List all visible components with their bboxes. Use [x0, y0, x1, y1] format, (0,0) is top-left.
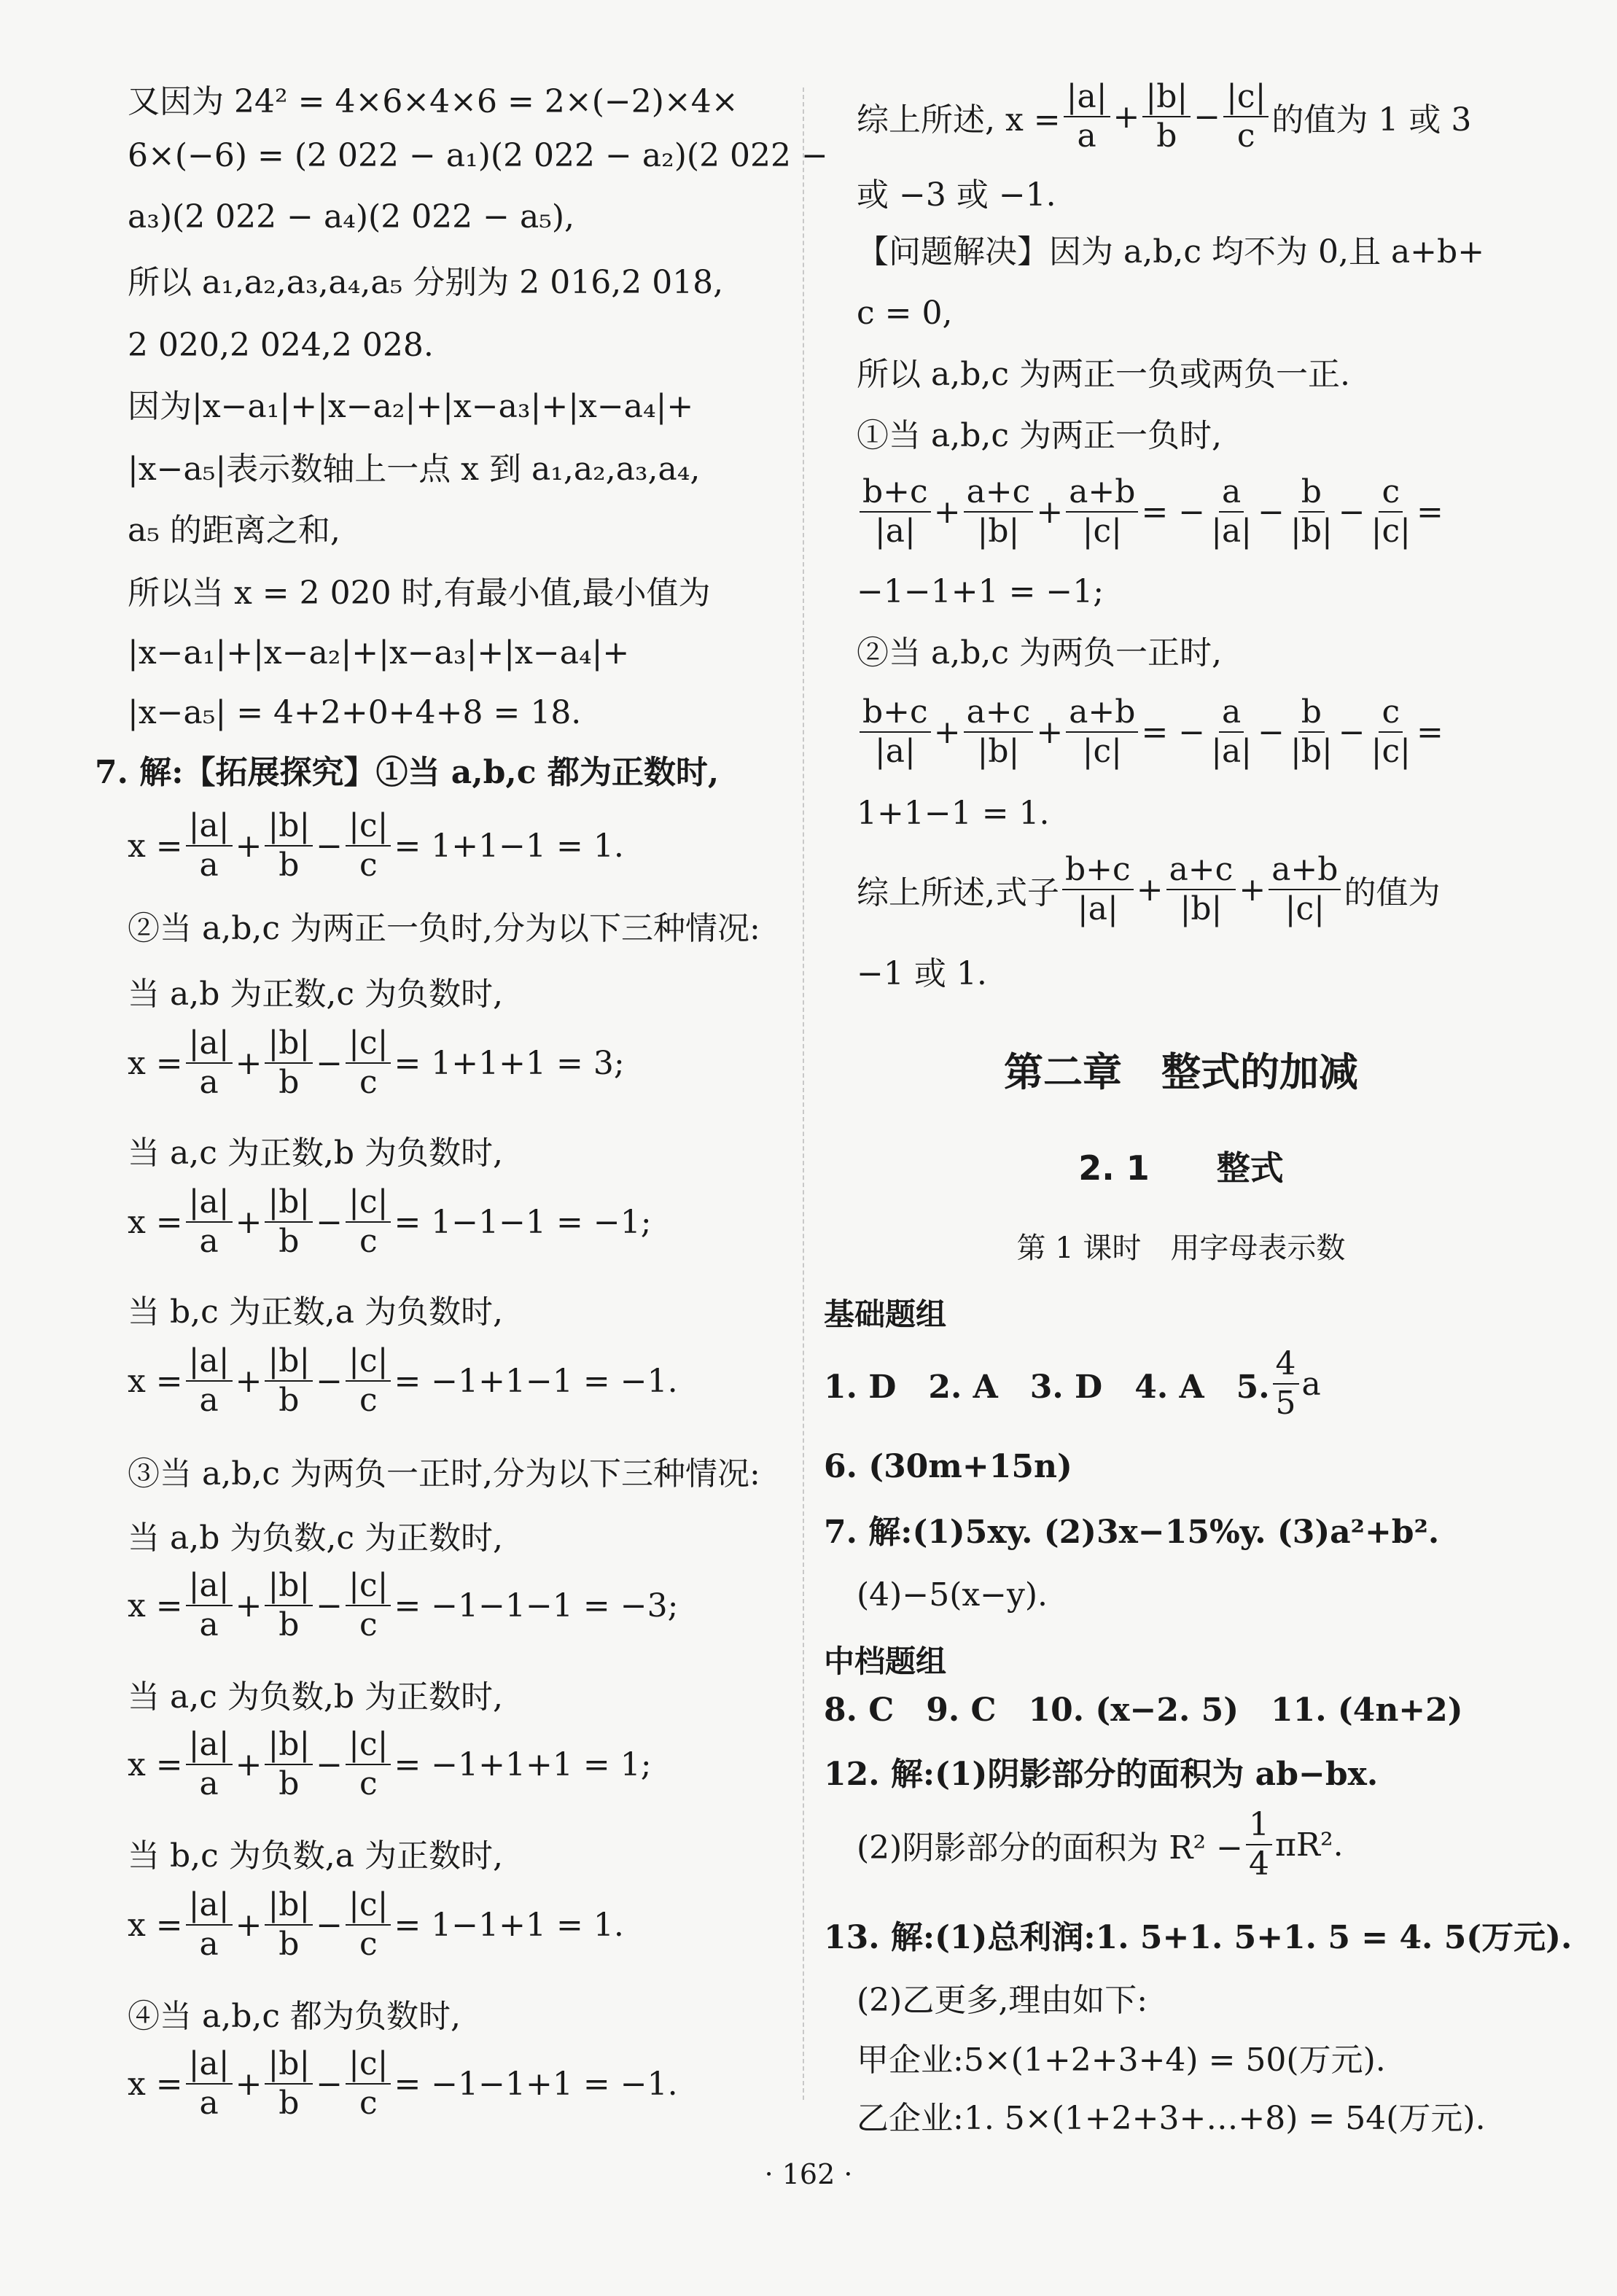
- formula: [128, 802, 624, 890]
- answer-line: 12. 解:(1)阴影部分的面积为 ab−bx.: [824, 1756, 1379, 1793]
- denominator: |b|: [1290, 733, 1333, 770]
- fraction: [346, 1886, 391, 1964]
- operator: =: [1416, 713, 1443, 751]
- fraction: [346, 1342, 391, 1420]
- operator: +: [235, 1203, 262, 1241]
- fraction: [964, 693, 1034, 771]
- chapter-title: 第二章 整式的加减: [1004, 1049, 1358, 1095]
- operator: +: [1036, 713, 1064, 751]
- text-line: |x−a₅|表示数轴上一点 x 到 a₁,a₂,a₃,a₄,: [128, 451, 701, 488]
- formula-lhs: x =: [128, 1587, 183, 1624]
- numerator: |b|: [265, 1024, 313, 1064]
- operator: +: [933, 493, 961, 531]
- operator: −: [1338, 713, 1365, 751]
- fraction: [1368, 473, 1414, 550]
- case-heading: ①当 a,b,c 为两正一负时,: [857, 417, 1222, 454]
- text-line: 所以 a₁,a₂,a₃,a₄,a₅ 分别为 2 016,2 018,: [128, 264, 724, 301]
- operator: −: [1338, 493, 1365, 531]
- denominator: a: [199, 1223, 219, 1260]
- numerator: b+c: [860, 473, 931, 513]
- numerator: a+c: [1166, 851, 1236, 890]
- operator: +: [235, 1906, 262, 1944]
- fraction: [1064, 78, 1110, 155]
- numerator: |c|: [346, 807, 391, 847]
- numerator: |a|: [186, 1886, 233, 1926]
- section-title: 2. 1 整式: [1078, 1148, 1284, 1188]
- numerator: |c|: [346, 1567, 391, 1606]
- page-number: · 162 ·: [764, 2158, 853, 2190]
- operator: +: [235, 827, 262, 865]
- fraction: [1287, 693, 1336, 771]
- denominator: b: [278, 1064, 300, 1101]
- denominator: b: [278, 847, 300, 884]
- operator: +: [235, 2065, 262, 2103]
- formula: [857, 688, 1443, 776]
- operator: −: [316, 2065, 343, 2103]
- formula-lhs: x =: [128, 1203, 183, 1241]
- formula-result: = 1−1+1 = 1.: [394, 1906, 624, 1944]
- denominator: c: [359, 1765, 378, 1802]
- formula-lhs: x =: [128, 2065, 183, 2103]
- answer-line: 7. 解:(1)5xy. (2)3x−15%y. (3)a²+b².: [824, 1514, 1440, 1551]
- operator: +: [1036, 493, 1064, 531]
- group-heading: 基础题组: [824, 1296, 947, 1332]
- case-line: 当 b,c 为负数,a 为正数时,: [128, 1837, 503, 1875]
- formula-result: = 1+1−1 = 1.: [394, 827, 624, 865]
- fraction: [346, 1567, 391, 1644]
- formula-lhs: x =: [128, 1362, 183, 1400]
- numerator: 4: [1273, 1345, 1299, 1385]
- fraction: [860, 473, 931, 550]
- numerator: |a|: [1064, 78, 1110, 117]
- fraction: [964, 473, 1034, 550]
- formula: [128, 1721, 652, 1808]
- formula-lhs: x =: [128, 1044, 183, 1082]
- operator: +: [933, 713, 961, 751]
- numerator: |a|: [186, 1183, 233, 1223]
- numerator: b+c: [1062, 851, 1134, 890]
- denominator: c: [359, 1223, 378, 1260]
- numerator: |b|: [265, 1886, 313, 1926]
- answer-formula: [857, 1801, 1344, 1888]
- fraction: [346, 1024, 391, 1102]
- numerator: |c|: [346, 1342, 391, 1382]
- summary-prefix: 综上所述,式子: [857, 874, 1059, 911]
- denominator: c: [359, 1064, 378, 1101]
- numerator: c: [1379, 693, 1403, 733]
- fraction: [1208, 693, 1255, 771]
- denominator: a: [199, 1382, 219, 1419]
- numerator: a+b: [1066, 473, 1138, 513]
- formula-result: = −1−1+1 = −1.: [394, 2065, 678, 2103]
- formula-result: = 1+1+1 = 3;: [394, 1044, 625, 1082]
- formula-result: = −1+1+1 = 1;: [394, 1746, 652, 1783]
- numerator: |b|: [265, 1567, 313, 1606]
- answer-line: (2)乙更多,理由如下:: [857, 1982, 1148, 2019]
- text-line: 所以当 x = 2 020 时,有最小值,最小值为: [128, 575, 711, 612]
- case-line: 当 a,c 为负数,b 为正数时,: [128, 1678, 503, 1716]
- fraction: [1066, 693, 1138, 771]
- denominator: |c|: [1371, 733, 1411, 770]
- numerator: b+c: [860, 693, 931, 733]
- fraction: [1223, 78, 1269, 155]
- fraction: [1246, 1806, 1272, 1883]
- denominator: |a|: [874, 733, 916, 770]
- denominator: c: [359, 1382, 378, 1419]
- answer-line: [824, 1340, 1321, 1428]
- denominator: a: [1077, 117, 1096, 155]
- text-line: |x−a₁|+|x−a₂|+|x−a₃|+|x−a₄|+: [128, 634, 630, 672]
- denominator: b: [278, 1606, 300, 1643]
- formula-lhs: x =: [128, 1746, 183, 1783]
- numerator: b: [1298, 473, 1325, 513]
- numerator: |b|: [265, 807, 313, 847]
- fraction: [186, 1342, 233, 1420]
- operator: +: [235, 1044, 262, 1082]
- denominator: |b|: [1180, 890, 1223, 927]
- formula: [128, 1178, 652, 1266]
- operator: =: [1416, 493, 1443, 531]
- fraction: [186, 1024, 233, 1102]
- answer-variable: a: [1301, 1365, 1321, 1403]
- case-line: 当 b,c 为正数,a 为负数时,: [128, 1293, 503, 1331]
- denominator: b: [1156, 117, 1177, 155]
- denominator: b: [278, 2085, 300, 2122]
- numerator: |b|: [265, 1726, 313, 1765]
- fraction: [1208, 473, 1255, 550]
- summary-formula: [857, 846, 1440, 933]
- formula: [128, 1562, 678, 1649]
- numerator: |c|: [346, 1024, 391, 1064]
- operator: +: [235, 1746, 262, 1783]
- denominator: c: [359, 1926, 378, 1963]
- fraction: [1287, 473, 1336, 550]
- text-line: a₃)(2 022 − a₄)(2 022 − a₅),: [128, 198, 575, 236]
- numerator: |a|: [186, 807, 233, 847]
- denominator: c: [1236, 117, 1255, 155]
- column-divider: [803, 87, 804, 2100]
- fraction: [265, 1567, 313, 1644]
- denominator: |c|: [1082, 733, 1122, 770]
- operator: −: [316, 1746, 343, 1783]
- denominator: a: [199, 1926, 219, 1963]
- operator: −: [316, 1203, 343, 1241]
- fraction: [1166, 851, 1236, 928]
- fraction: [1062, 851, 1134, 928]
- numerator: 1: [1246, 1806, 1272, 1845]
- formula-result: = 1−1−1 = −1;: [394, 1203, 652, 1241]
- case-line: 当 a,b 为正数,c 为负数时,: [128, 976, 503, 1013]
- formula-result: 1+1−1 = 1.: [857, 795, 1050, 832]
- operator: −: [316, 1362, 343, 1400]
- group-heading: 中档题组: [824, 1643, 947, 1679]
- denominator: b: [278, 1382, 300, 1419]
- text-line: 或 −3 或 −1.: [857, 176, 1056, 214]
- numerator: |a|: [186, 1342, 233, 1382]
- formula-result: −1−1+1 = −1;: [857, 573, 1104, 610]
- operator: −: [1193, 98, 1221, 136]
- denominator: b: [278, 1926, 300, 1963]
- case-heading: ③当 a,b,c 为两负一正时,分为以下三种情况:: [128, 1455, 760, 1493]
- formula-result: = −1+1−1 = −1.: [394, 1362, 678, 1400]
- fraction: [186, 1183, 233, 1261]
- numerator: |c|: [346, 1886, 391, 1926]
- operator: −: [316, 827, 343, 865]
- fraction: [1273, 1345, 1299, 1423]
- operator: −: [316, 1044, 343, 1082]
- numerator: a: [1219, 693, 1244, 733]
- operator: +: [1113, 98, 1140, 136]
- denominator: |a|: [1077, 890, 1118, 927]
- denominator: |a|: [1211, 513, 1252, 550]
- formula: [128, 1881, 624, 1969]
- text-line: c = 0,: [857, 295, 953, 332]
- answer-line: 8. C 9. C 10. (x−2. 5) 11. (4n+2): [824, 1692, 1463, 1729]
- formula: [857, 468, 1443, 556]
- denominator: |b|: [977, 733, 1020, 770]
- numerator: a+c: [964, 473, 1034, 513]
- denominator: |c|: [1082, 513, 1122, 550]
- denominator: 5: [1275, 1385, 1296, 1422]
- numerator: |a|: [186, 1726, 233, 1765]
- operator: −: [1258, 713, 1285, 751]
- text-line: 又因为 24² = 4×6×4×6 = 2×(−2)×4×: [128, 83, 739, 120]
- numerator: a+c: [964, 693, 1034, 733]
- numerator: |b|: [265, 1342, 313, 1382]
- denominator: b: [278, 1765, 300, 1802]
- fraction: [265, 2045, 313, 2122]
- formula-suffix: πR².: [1274, 1826, 1344, 1864]
- fraction: [186, 2045, 233, 2122]
- numerator: |a|: [186, 1567, 233, 1606]
- fraction: [860, 693, 931, 771]
- numerator: a+b: [1066, 693, 1138, 733]
- fraction: [265, 1342, 313, 1420]
- numerator: |c|: [346, 2045, 391, 2085]
- summary-formula: [857, 73, 1471, 160]
- answer-line: 13. 解:(1)总利润:1. 5+1. 5+1. 5 = 4. 5(万元).: [824, 1919, 1573, 1956]
- answer-line: 甲企业:5×(1+2+3+4) = 50(万元).: [857, 2042, 1386, 2079]
- denominator: c: [359, 1606, 378, 1643]
- text-line: |x−a₅| = 4+2+0+4+8 = 18.: [128, 694, 582, 731]
- question-7-heading: 7. 解:【拓展探究】①当 a,b,c 都为正数时,: [95, 754, 720, 791]
- denominator: |a|: [1211, 733, 1252, 770]
- fraction: [265, 1886, 313, 1964]
- text-line: a₅ 的距离之和,: [128, 512, 340, 549]
- summary-prefix: 综上所述, x =: [857, 101, 1061, 139]
- fraction: [346, 2045, 391, 2122]
- summary-suffix: 的值为: [1344, 874, 1441, 911]
- fraction: [265, 1024, 313, 1102]
- denominator: |b|: [1290, 513, 1333, 550]
- answer-line: 乙企业:1. 5×(1+2+3+…+8) = 54(万元).: [857, 2100, 1486, 2137]
- numerator: c: [1379, 473, 1403, 513]
- operator: −: [316, 1587, 343, 1624]
- case-heading: ④当 a,b,c 都为负数时,: [128, 1998, 461, 2035]
- denominator: 4: [1248, 1845, 1269, 1883]
- formula-prefix: (2)阴影部分的面积为 R² −: [857, 1829, 1243, 1867]
- operator: +: [235, 1362, 262, 1400]
- operator: +: [1239, 871, 1266, 908]
- fraction: [186, 1726, 233, 1803]
- fraction: [1269, 851, 1341, 928]
- case-line: 当 a,c 为正数,b 为负数时,: [128, 1135, 503, 1172]
- formula: [128, 1337, 678, 1425]
- text-line: 2 020,2 024,2 028.: [128, 327, 434, 364]
- fraction: [1142, 78, 1191, 155]
- fraction: [186, 1567, 233, 1644]
- formula: [128, 2040, 678, 2128]
- fraction: [346, 1183, 391, 1261]
- denominator: a: [199, 2085, 219, 2122]
- formula-lhs: x =: [128, 1906, 183, 1944]
- denominator: |b|: [977, 513, 1020, 550]
- denominator: a: [199, 1064, 219, 1101]
- numerator: |c|: [1223, 78, 1269, 117]
- operator: +: [235, 1587, 262, 1624]
- denominator: a: [199, 1765, 219, 1802]
- numerator: |a|: [186, 2045, 233, 2085]
- numerator: |a|: [186, 1024, 233, 1064]
- denominator: c: [359, 847, 378, 884]
- operator: −: [1258, 493, 1285, 531]
- answer-line: (4)−5(x−y).: [857, 1576, 1048, 1614]
- formula: [128, 1019, 625, 1107]
- numerator: |c|: [346, 1183, 391, 1223]
- fraction: [265, 1726, 313, 1803]
- numerator: |b|: [265, 2045, 313, 2085]
- fraction: [1368, 693, 1414, 771]
- case-line: 当 a,b 为负数,c 为正数时,: [128, 1519, 503, 1557]
- denominator: |c|: [1371, 513, 1411, 550]
- text-line: 所以 a,b,c 为两正一负或两负一正.: [857, 356, 1350, 393]
- operator: −: [316, 1906, 343, 1944]
- text-line: −1 或 1.: [857, 955, 987, 992]
- numerator: |b|: [1142, 78, 1191, 117]
- denominator: |a|: [874, 513, 916, 550]
- text-line: 因为|x−a₁|+|x−a₂|+|x−a₃|+|x−a₄|+: [128, 388, 694, 425]
- denominator: a: [199, 847, 219, 884]
- fraction: [346, 807, 391, 884]
- denominator: a: [199, 1606, 219, 1643]
- operator: = −: [1141, 713, 1206, 751]
- formula-result: = −1−1−1 = −3;: [394, 1587, 679, 1624]
- fraction: [346, 1726, 391, 1803]
- numerator: b: [1298, 693, 1325, 733]
- problem-heading: 【问题解决】因为 a,b,c 均不为 0,且 a+b+: [857, 233, 1485, 271]
- case-heading: ②当 a,b,c 为两负一正时,: [857, 634, 1222, 672]
- answer-line: 6. (30m+15n): [824, 1448, 1072, 1485]
- operator: = −: [1141, 493, 1206, 531]
- summary-suffix: 的值为 1 或 3: [1271, 101, 1472, 139]
- lesson-title: 第 1 课时 用字母表示数: [1016, 1231, 1346, 1265]
- denominator: b: [278, 1223, 300, 1260]
- numerator: |c|: [346, 1726, 391, 1765]
- denominator: |c|: [1285, 890, 1325, 927]
- fraction: [1066, 473, 1138, 550]
- answers-1-5: 1. D 2. A 3. D 4. A 5.: [824, 1369, 1270, 1406]
- numerator: a+b: [1269, 851, 1341, 890]
- numerator: a: [1219, 473, 1244, 513]
- denominator: c: [359, 2085, 378, 2122]
- fraction: [186, 807, 233, 884]
- fraction: [265, 1183, 313, 1261]
- operator: +: [1136, 871, 1164, 908]
- formula-lhs: x =: [128, 827, 183, 865]
- numerator: |b|: [265, 1183, 313, 1223]
- case-heading: ②当 a,b,c 为两正一负时,分为以下三种情况:: [128, 910, 760, 947]
- fraction: [265, 807, 313, 884]
- fraction: [186, 1886, 233, 1964]
- text-line: 6×(−6) = (2 022 − a₁)(2 022 − a₂)(2 022 −: [128, 137, 828, 174]
